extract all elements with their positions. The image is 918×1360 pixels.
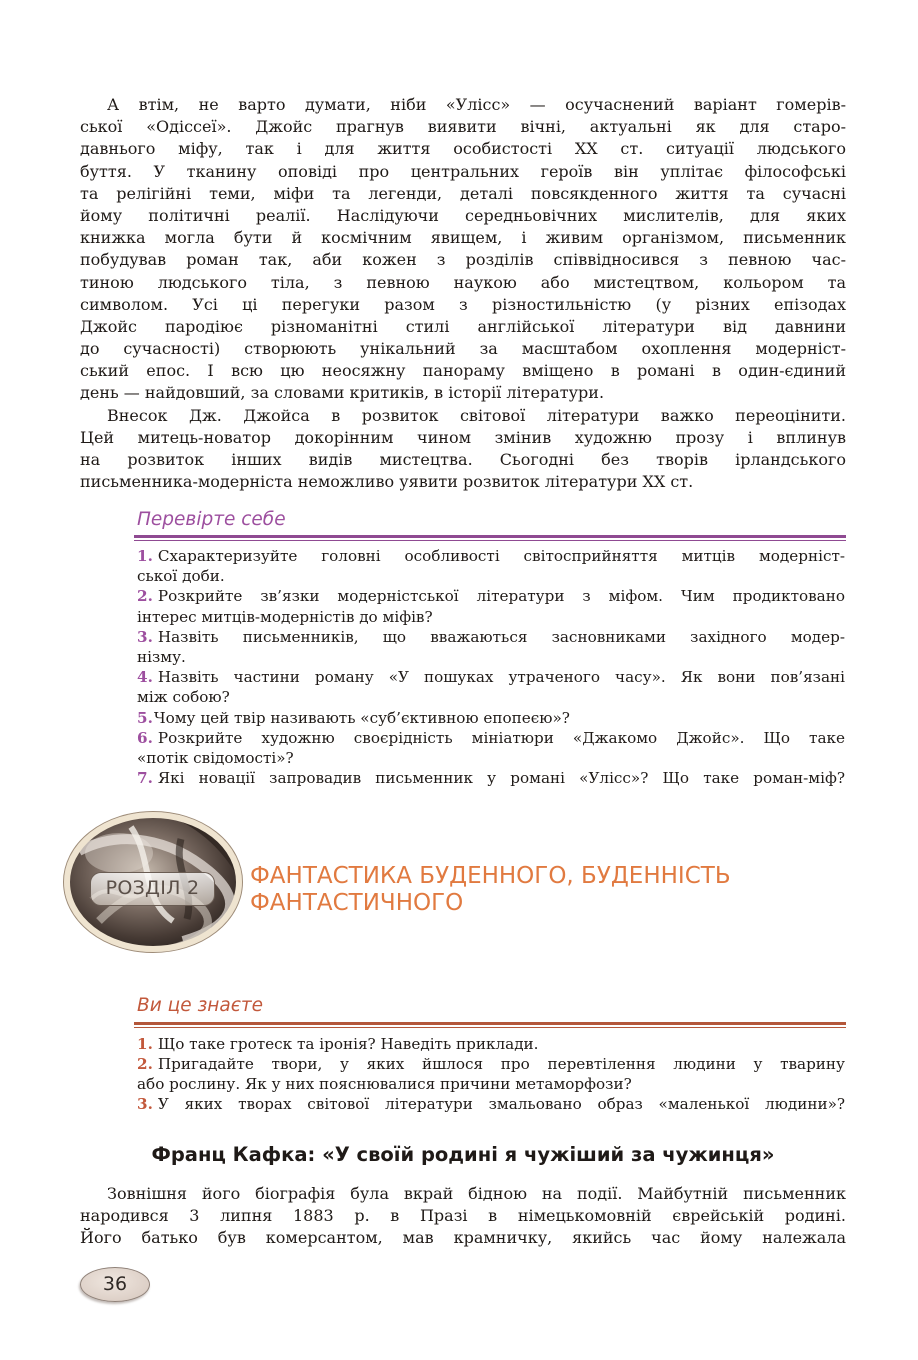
item-number: 1. (137, 547, 153, 565)
check-item (137, 586, 845, 626)
page-number: 36 (80, 1267, 150, 1302)
check-item-line: «потік свідомості»? (137, 748, 294, 767)
body-line: побудував роман так, аби кожен з розділів співвідносився з певною час- (80, 250, 846, 270)
check-item-line (137, 708, 845, 728)
check-item (137, 728, 845, 768)
you-know-rule (134, 1022, 846, 1025)
item-text: У яких творах світової літератури змальовано образ «маленької людини»? (157, 1095, 845, 1113)
you-know-list (137, 1034, 845, 1114)
item-text: Чому цей твір називають «суб’єктивною епопеєю»? (153, 708, 570, 727)
article-line: Зовнішня його біографія була вкрай бідною на події. Майбутній письменник (107, 1184, 846, 1203)
check-item (137, 546, 845, 586)
body-line: давнього міфу, так і для життя особистості XX ст. ситуації людського (80, 139, 846, 159)
item-number: 7. (137, 769, 153, 788)
check-item-line (137, 768, 845, 788)
section-title (250, 863, 731, 917)
item-number: 2. (137, 1055, 153, 1073)
body-line: на розвиток інших видів мистецтва. Сьогодні без творів ірландського (80, 450, 846, 469)
body-line: ський епос. І всю цю неосяжну панораму вміщено в романі в один-єдиний (80, 361, 846, 381)
check-item-line (137, 627, 845, 647)
body-line: день — найдовший, за словами критиків, в історії літератури. (80, 383, 605, 403)
item-text: Що таке гротеск та іронія? Наведіть приклади. (157, 1035, 539, 1053)
item-text: Розкрийте художню своєрідність мініатюри «Джакомо Джойс». Що таке (157, 728, 845, 747)
body-line: ської «Одіссеї». Джойс прагнув виявити вічні, актуальні як для старо- (80, 117, 846, 137)
check-item-line: нізму. (137, 647, 186, 666)
check-item (137, 708, 845, 728)
article-line: Його батько був комерсантом, мав крамничку, якийсь час йому належала (80, 1228, 846, 1248)
body-line: Внесок Дж. Джойса в розвиток світової літератури важко переоцінити. (107, 405, 846, 425)
item-number: 3. (137, 1095, 153, 1113)
body-line: А втім, не варто думати, ніби «Улісс» — осучаснений варіант гомерів- (107, 95, 846, 114)
body-line: тиною людського тіла, з певною наукою або мистецтвом, кольором та (80, 272, 846, 292)
item-number: 1. (137, 1035, 153, 1053)
you-know-rule-thin (134, 1027, 846, 1028)
body-line: письменника-модерніста неможливо уявити розвиток літератури XX ст. (80, 472, 694, 492)
section-label: РОЗДІЛ 2 (90, 872, 215, 906)
item-text: Пригадайте твори, у яких йшлося про перевтілення людини у тварину (157, 1055, 845, 1073)
you-know-title: Ви це знаєте (137, 995, 264, 1016)
you-know-item (137, 1094, 845, 1114)
check-item (137, 768, 845, 788)
check-item-line: інтерес митців-модерністів до міфів? (137, 607, 433, 626)
check-item-line (137, 728, 845, 748)
check-item-line (137, 546, 845, 566)
section-title-line: ФАНТАСТИКА БУДЕННОГО, БУДЕННІСТЬ (250, 862, 731, 889)
check-yourself-list (137, 546, 845, 788)
body-line: книжка могла бути й космічним явищем, і живим організмом, письменник (80, 228, 846, 248)
you-know-item-line (137, 1034, 845, 1054)
body-line: йому політичні реалії. Наслідуючи середньовічних мислителів, для яких (80, 205, 846, 225)
check-yourself-title: Перевірте себе (137, 509, 286, 530)
article-line: народився 3 липня 1883 р. в Празі в німецькомовній єврейській родині. (80, 1206, 846, 1226)
body-line: та релігійні теми, міфи та легенди, деталі повсякденного життя та сучасні (80, 183, 846, 203)
article-body (80, 1183, 846, 1250)
check-item (137, 627, 845, 667)
section-title-line: ФАНТАСТИЧНОГО (250, 889, 464, 916)
body-line: Джойс пародіює різноманітні стилі англійської літератури від давнини (80, 316, 846, 336)
item-text: Які новації запровадив письменник у романі «Улісс»? Що таке роман-міф? (157, 769, 845, 788)
body-line: буття. У тканину оповіді про центральних героїв він уплітає філософські (80, 161, 846, 181)
item-number: 5. (137, 708, 153, 727)
check-item-line: між собою? (137, 688, 230, 707)
you-know-item (137, 1054, 845, 1094)
item-number: 3. (137, 627, 153, 646)
check-item-line (137, 667, 845, 687)
body-line: до сучасності) створюють унікальний за масштабом охоплення модерніст- (80, 339, 846, 359)
item-text: Схарактеризуйте головні особливості світосприйняття митців модерніст- (157, 547, 845, 565)
you-know-item-line (137, 1054, 845, 1074)
body-text (80, 94, 846, 493)
you-know-item (137, 1034, 845, 1054)
item-text: Розкрийте зв’язки модерністської літератури з міфом. Чим продиктовано (157, 587, 845, 606)
item-number: 4. (137, 668, 153, 687)
item-number: 6. (137, 728, 153, 747)
check-item-line: ської доби. (137, 567, 225, 586)
item-text: Назвіть частини роману «У пошуках утраченого часу». Як вони пов’язані (157, 668, 845, 687)
check-yourself-rule (134, 535, 846, 538)
item-number: 2. (137, 587, 153, 606)
article-heading: Франц Кафка: «У своїй родині я чужіший за чужинця» (151, 1143, 775, 1166)
you-know-item-line (137, 1094, 845, 1114)
check-item-line (137, 586, 845, 606)
check-item (137, 667, 845, 707)
you-know-item-line: або рослину. Як у них пояснювалися причини метаморфози? (137, 1075, 632, 1093)
body-line: Цей митець-новатор докорінним чином змінив художню прозу і вплинув (80, 427, 846, 447)
body-line: символом. Усі ці перегуки разом з різностильністю (у різних епізодах (80, 294, 846, 314)
check-yourself-rule-thin (134, 540, 846, 541)
item-text: Назвіть письменників, що вважаються засновниками західного модер- (157, 627, 845, 646)
